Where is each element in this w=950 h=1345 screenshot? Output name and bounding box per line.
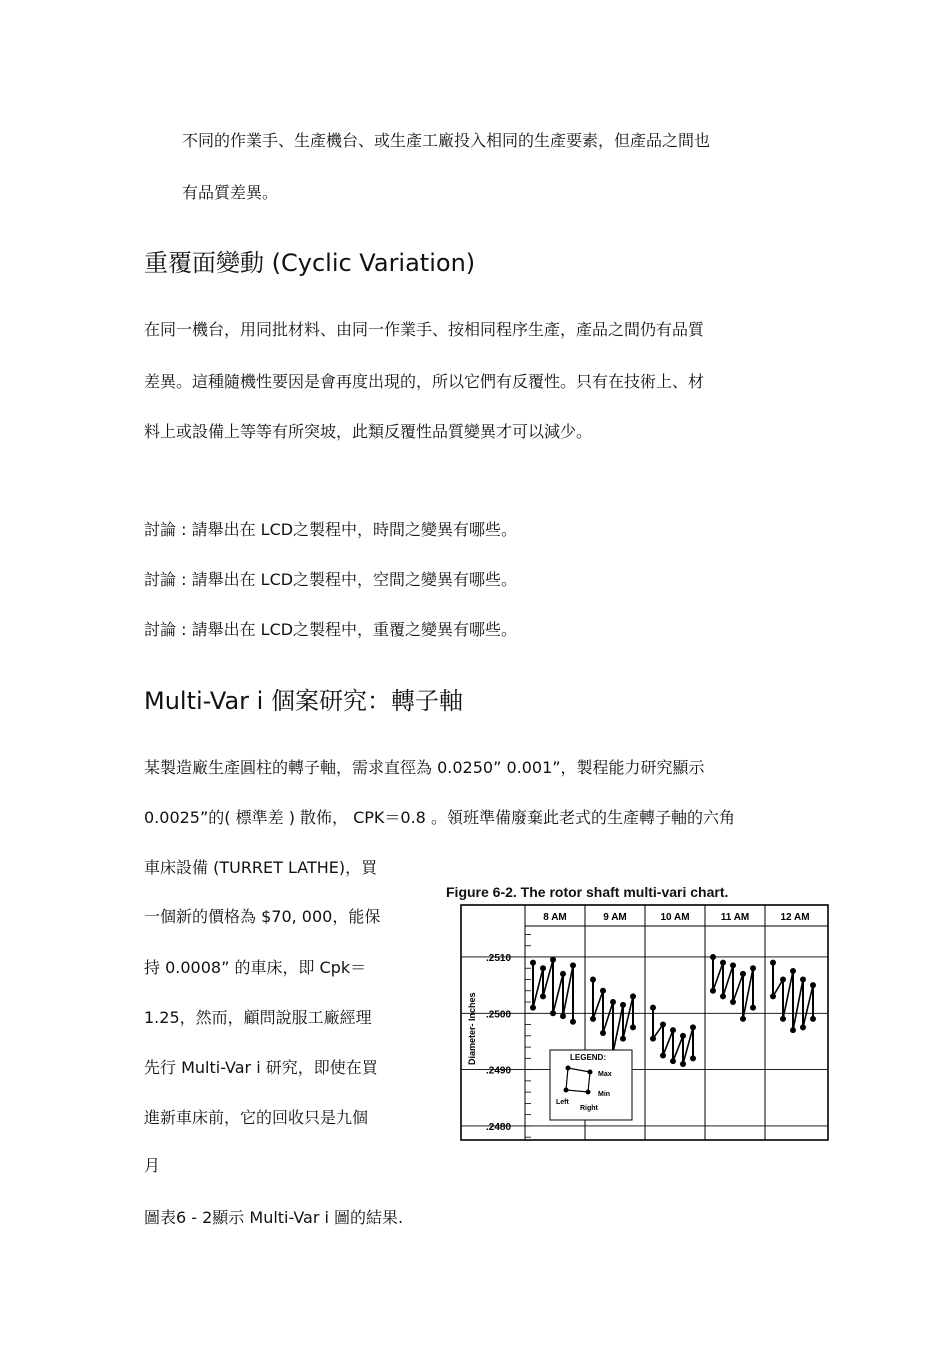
- case-paragraph-line-1: 某製造廠生產圓柱的轉子軸，需求直徑為 0.0250” 0.001”，製程能力研究顯示: [144, 758, 705, 777]
- max-point: [770, 960, 776, 966]
- connector-line: [773, 980, 783, 997]
- discussion-item: 討論 : 請舉出在 LCD之製程中，空間之變異有哪些。: [144, 570, 518, 589]
- y-tick-label: .2500: [486, 1009, 512, 1021]
- connector-line: [673, 1036, 683, 1061]
- case-side-line: 進新車床前，它的回收只是九個: [144, 1108, 369, 1127]
- y-axis-label: Diameter- Inches: [467, 992, 477, 1065]
- category-label: 10 AM: [660, 912, 690, 923]
- cyclic-paragraph-line-1: 在同一機台，用同批材料、由同一作業手、按相同程序生產，產品之間仍有品質: [144, 320, 705, 339]
- y-tick-label: .2490: [486, 1065, 512, 1077]
- category-label: 12 AM: [780, 912, 810, 923]
- case-side-line: 先行 Multi-Var i 研究，即使在買: [144, 1058, 378, 1077]
- min-point: [570, 1019, 576, 1025]
- min-point: [810, 1016, 816, 1022]
- case-side-line: 1.25，然而，顧問說服工廠經理: [144, 1008, 372, 1027]
- case-paragraph-line-2: 0.0025”的( 標準差 ) 散佈， CPK＝0.8 。領班準備廢棄此老式的生產轉子軸的六角: [144, 808, 735, 827]
- connector-line: [723, 965, 733, 996]
- connector-line: [713, 963, 723, 991]
- legend-point: [586, 1090, 591, 1095]
- connector-line: [593, 991, 603, 1019]
- min-point: [750, 1005, 756, 1011]
- case-heading: Multi-Var i 個案研究：轉子軸: [144, 687, 463, 715]
- connector-line: [733, 974, 743, 1002]
- max-point: [530, 960, 536, 966]
- discussion-item: 討論 : 請舉出在 LCD之製程中，重覆之變異有哪些。: [144, 620, 518, 639]
- connector-line: [653, 1025, 663, 1039]
- cyclic-paragraph-line-3: 料上或設備上等等有所突坡，此類反覆性品質變異才可以減少。: [144, 422, 593, 441]
- connector-line: [603, 1002, 613, 1033]
- category-label: 9 AM: [603, 912, 627, 923]
- legend-point: [566, 1066, 571, 1071]
- min-point: [630, 1024, 636, 1030]
- connector-line: [613, 1005, 623, 1053]
- case-side-line: 持 0.0008” 的車床，即 Cpk＝: [144, 958, 367, 977]
- legend-max: Max: [598, 1071, 612, 1078]
- multi-vari-chart: [440, 900, 835, 1145]
- legend-point: [564, 1088, 569, 1093]
- discussion-item: 討論 : 請舉出在 LCD之製程中，時間之變異有哪些。: [144, 520, 518, 539]
- legend-right: Right: [580, 1105, 598, 1112]
- legend-title: LEGEND:: [570, 1053, 606, 1062]
- figure-caption: 圖表6 - 2顯示 Multi-Var i 圖的結果.: [144, 1208, 404, 1227]
- connector-line: [533, 968, 543, 1007]
- category-label: 11 AM: [720, 912, 750, 923]
- legend-left: Left: [556, 1099, 569, 1106]
- category-label: 8 AM: [543, 912, 567, 923]
- chart-title: Figure 6-2. The rotor shaft multi-vari chart.: [446, 884, 729, 900]
- max-point: [590, 977, 596, 983]
- case-side-line: 一個新的價格為 $70, 000，能保: [144, 907, 381, 926]
- connector-line: [543, 960, 553, 997]
- connector-line: [553, 974, 563, 1013]
- cyclic-heading: 重覆面變動 (Cyclic Variation): [144, 249, 476, 277]
- legend-point: [588, 1070, 593, 1075]
- max-point: [710, 954, 716, 960]
- connector-line: [793, 980, 803, 1031]
- intro-line-2: 有品質差異。: [182, 183, 279, 202]
- y-tick-label: .2510: [486, 952, 512, 964]
- max-point: [650, 1005, 656, 1011]
- connector-line: [663, 1030, 673, 1055]
- cyclic-paragraph-line-2: 差異。這種隨機性要因是會再度出現的，所以它們有反覆性。只有在技術上、材: [144, 372, 705, 391]
- case-side-line: 車床設備 (TURRET LATHE)，買: [144, 858, 378, 877]
- case-side-line: 月: [144, 1156, 161, 1175]
- legend-min: Min: [598, 1091, 611, 1098]
- y-tick-label: .2480: [486, 1121, 512, 1133]
- intro-line-1: 不同的作業手、生產機台、或生產工廠投入相同的生產要素，但產品之間也: [182, 131, 711, 150]
- min-point: [690, 1055, 696, 1061]
